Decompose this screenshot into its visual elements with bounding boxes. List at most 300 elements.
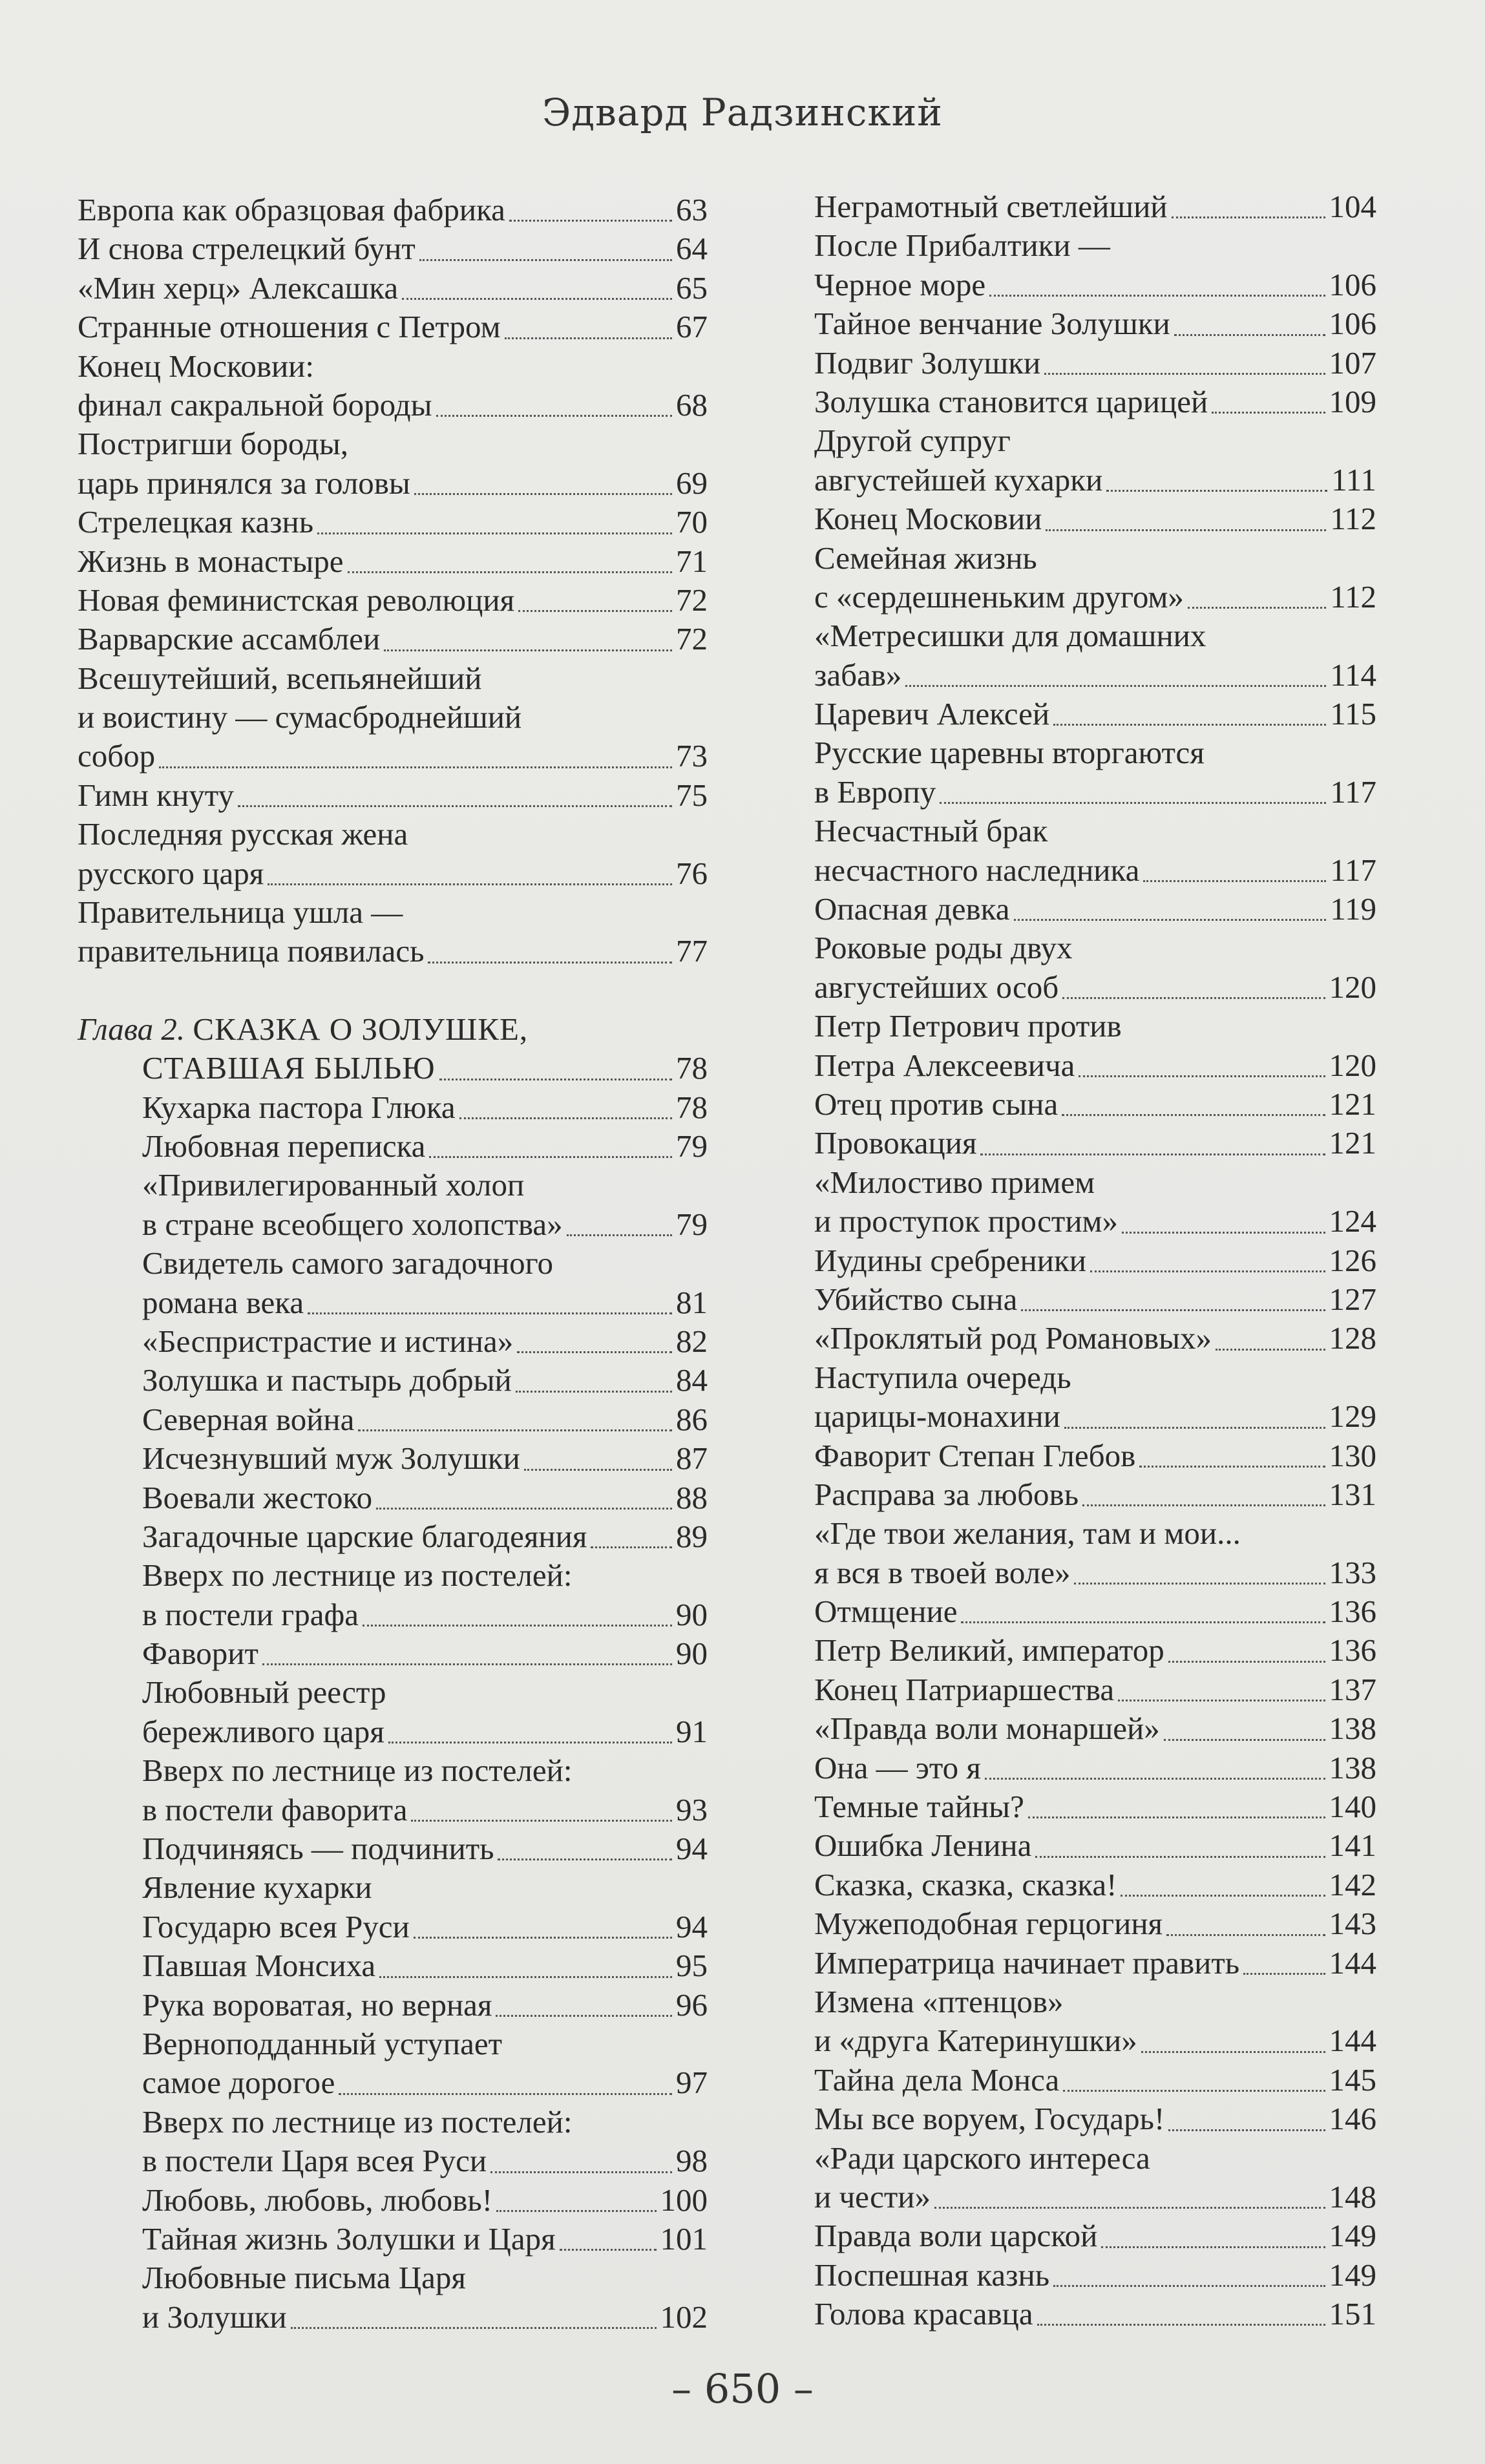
toc-entry-line	[814, 539, 1376, 578]
entry-title: Подвиг Золушки	[814, 344, 1041, 381]
page-ref: 107	[1329, 344, 1376, 381]
page-number: – 650 –	[671, 2365, 814, 2412]
toc-entry-line	[814, 1046, 1376, 1085]
toc-entry-line	[814, 1670, 1376, 1709]
leader-dots	[402, 298, 672, 300]
toc-entry-line	[78, 893, 708, 932]
entry-title: Последняя русская жена	[78, 816, 408, 852]
entry-title: несчастного наследника	[814, 852, 1140, 888]
toc-entry	[814, 2139, 1376, 2217]
entry-title: «Проклятый род Романовых»	[814, 1320, 1212, 1356]
entry-title: Петр Великий, император	[814, 1632, 1164, 1669]
toc-entry	[814, 1124, 1376, 1163]
page-ref: 104	[1329, 189, 1376, 224]
toc-entry-line	[78, 2220, 708, 2259]
toc-entry-line	[78, 1791, 708, 1829]
entry-title: Мужеподобная герцогиня	[814, 1906, 1163, 1942]
page-ref: 86	[676, 1401, 708, 1437]
toc-entry	[814, 733, 1376, 812]
leader-dots	[961, 1621, 1325, 1623]
toc-entry	[814, 1358, 1376, 1437]
leader-dots	[411, 1820, 672, 1822]
entry-title: забав»	[814, 657, 902, 693]
toc-entry-line	[814, 1358, 1376, 1397]
toc-entry-line	[814, 1904, 1376, 1943]
entry-title: «Метресишки для домашних	[814, 618, 1206, 654]
entry-title: Царевич Алексей	[814, 696, 1050, 732]
leader-dots	[524, 1469, 672, 1471]
toc-entry-line	[78, 1829, 708, 1868]
entry-title: с «сердешненьким другом»	[814, 578, 1184, 615]
toc-entry	[814, 2295, 1376, 2333]
entry-title: Вверх по лестнице из постелей:	[142, 2103, 573, 2140]
toc-entry-line	[814, 1709, 1376, 1748]
entry-title: Черное море	[814, 266, 986, 302]
toc-entry-line	[78, 620, 708, 658]
entry-title: Европа как образцовая фабрика	[78, 192, 505, 227]
entry-title: Тайна дела Монса	[814, 2061, 1060, 2098]
entry-title: Гимн кнуту	[78, 777, 234, 813]
entry-title: Рука вороватая, но верная	[142, 1986, 492, 2023]
leader-dots	[419, 259, 672, 261]
entry-title: и чести»	[814, 2178, 931, 2215]
leader-dots	[414, 493, 672, 495]
leader-dots	[384, 649, 672, 651]
leader-dots	[1174, 334, 1325, 336]
page-ref: 98	[676, 2143, 708, 2179]
toc-entry-line	[78, 191, 708, 229]
leader-dots	[1074, 1583, 1325, 1585]
entry-title: Мы все воруем, Государь!	[814, 2101, 1165, 2137]
entry-title: Другой супруг	[814, 423, 1011, 459]
page-ref: 79	[676, 1206, 708, 1242]
toc-entry-line	[78, 2181, 708, 2220]
entry-title: финал сакральной бороды	[78, 386, 432, 423]
toc-entry	[78, 1986, 708, 2025]
leader-dots	[505, 337, 672, 339]
toc-entry-line	[814, 812, 1376, 850]
toc-entry-line	[78, 1986, 708, 2025]
entry-title: Новая феминистская революция	[78, 582, 515, 618]
leader-dots	[1172, 216, 1325, 218]
page-ref: 94	[676, 1831, 708, 1867]
page-ref: 127	[1329, 1281, 1376, 1317]
entry-title: в стране всеобщего холопства»	[142, 1206, 563, 1242]
toc-entry-line	[78, 2025, 708, 2063]
entry-title: Воевали жестоко	[142, 1479, 373, 1515]
toc-entry-line	[814, 578, 1376, 616]
toc-entry	[78, 191, 708, 229]
toc-entry	[78, 2220, 708, 2259]
running-header: Эдвард Радзинский	[542, 90, 943, 134]
page-ref: 75	[676, 777, 708, 813]
page-ref: 149	[1329, 2257, 1376, 2293]
leader-dots	[518, 610, 672, 612]
leader-dots	[439, 1079, 672, 1080]
toc-entry	[814, 2256, 1376, 2295]
page-ref: 143	[1329, 1906, 1376, 1942]
chapter-heading-line-2	[78, 1049, 708, 1088]
toc-entry-line	[78, 1322, 708, 1361]
entry-title: Петр Петрович против	[814, 1008, 1122, 1044]
page-ref: 94	[676, 1908, 708, 1944]
leader-dots	[1046, 529, 1326, 531]
entry-title: Измена «птенцов»	[814, 1983, 1064, 2019]
toc-entry-line	[814, 1592, 1376, 1631]
entry-title: Золушка становится царицей	[814, 383, 1208, 419]
entry-title: царь принялся за головы	[78, 465, 410, 501]
page-ref: 133	[1329, 1554, 1376, 1590]
toc-entry	[814, 226, 1376, 304]
entry-title: «Правда воли монаршей»	[814, 1711, 1160, 1747]
toc-entry	[78, 1634, 708, 1673]
leader-dots	[436, 415, 672, 417]
toc-entry	[78, 425, 708, 503]
leader-dots	[1028, 1816, 1325, 1818]
toc-entry-line	[78, 581, 708, 620]
page-ref: 82	[676, 1323, 708, 1359]
toc-entry	[78, 2103, 708, 2181]
page-ref: 72	[676, 621, 708, 657]
toc-entry-line	[814, 187, 1376, 226]
leader-dots	[1044, 373, 1325, 375]
toc-entry	[78, 1361, 708, 1400]
toc-entry	[814, 1514, 1376, 1592]
toc-entry-line	[78, 1400, 708, 1439]
leader-dots	[980, 1153, 1325, 1155]
entry-title: Отец против сына	[814, 1086, 1058, 1122]
page-ref: 101	[660, 2220, 708, 2257]
entry-title: в постели Царя всея Руси	[142, 2143, 487, 2179]
toc-entry-line	[78, 698, 708, 737]
toc-entry	[814, 1319, 1376, 1358]
toc-entry-line	[78, 776, 708, 815]
page-ref: 70	[676, 504, 708, 540]
toc-entry	[814, 421, 1376, 500]
leader-dots	[496, 2015, 672, 2017]
toc-entry-line	[814, 1475, 1376, 1514]
page-ref: 144	[1329, 1944, 1376, 1981]
leader-dots	[348, 571, 673, 573]
toc-entry	[814, 1241, 1376, 1280]
leader-dots	[1168, 2129, 1325, 2131]
toc-entry-line	[814, 1749, 1376, 1787]
toc-entry	[814, 1944, 1376, 1983]
toc-entry	[814, 1983, 1376, 2061]
toc-entry	[814, 1904, 1376, 1943]
entry-title: августейшей кухарки	[814, 461, 1103, 498]
page-ref: 137	[1329, 1671, 1376, 1707]
leader-dots	[1053, 724, 1326, 726]
entry-title: Фаворит Степан Глебов	[814, 1437, 1136, 1473]
leader-dots	[1216, 1349, 1325, 1351]
entry-title: августейших особ	[814, 969, 1059, 1005]
toc-entry-line	[78, 932, 708, 971]
page-ref: 84	[676, 1362, 708, 1398]
entry-title: Любовные письма Царя	[142, 2260, 466, 2296]
entry-title: Золушка и пастырь добрый	[142, 1362, 512, 1398]
leader-dots	[358, 1429, 672, 1431]
entry-title: Постригши бороды,	[78, 426, 349, 462]
toc-entry-line	[814, 1007, 1376, 1046]
toc-entry	[78, 1556, 708, 1634]
toc-entry-line	[814, 2295, 1376, 2333]
toc-entry	[78, 1479, 708, 1517]
page-ref: 64	[676, 231, 708, 267]
leader-dots	[1090, 1270, 1325, 1272]
toc-entry-line	[814, 461, 1376, 500]
entry-title: После Прибалтики —	[814, 227, 1110, 264]
leader-dots	[1122, 1232, 1325, 1234]
entry-title: Верноподданный уступает	[142, 2025, 503, 2061]
page-ref: 95	[676, 1948, 708, 1984]
page-ref: 71	[676, 543, 708, 579]
entry-title: Загадочные царские благодеяния	[142, 1518, 587, 1554]
page-ref: 111	[1331, 461, 1376, 498]
leader-dots	[1079, 1075, 1325, 1077]
leader-dots	[1164, 1739, 1325, 1741]
toc-entry	[78, 229, 708, 268]
toc-entry-line	[78, 542, 708, 581]
toc-entry	[78, 1868, 708, 1946]
toc-entry-line	[78, 347, 708, 386]
toc-entry	[78, 893, 708, 971]
entry-title: Иудины сребреники	[814, 1242, 1086, 1278]
leader-dots	[1143, 880, 1326, 882]
toc-entry-line	[78, 854, 708, 893]
toc-entry	[814, 1163, 1376, 1241]
entry-title: Всешутейший, всепьянейший	[78, 660, 482, 696]
page-ref: 128	[1329, 1320, 1376, 1356]
entry-title: Правительница ушла —	[78, 894, 403, 931]
entry-title: Конец Московии:	[78, 348, 315, 384]
entry-title: я вся в твоей воле»	[814, 1554, 1071, 1590]
toc-entry-line	[78, 1479, 708, 1517]
toc-entry	[814, 929, 1376, 1007]
toc-entry	[814, 304, 1376, 343]
page-ref: 151	[1329, 2296, 1376, 2332]
leader-dots	[159, 766, 672, 768]
toc-entry-line	[814, 1514, 1376, 1553]
entry-title: Северная война	[142, 1401, 355, 1437]
entry-title: Кухарка пастора Глюка	[142, 1089, 456, 1125]
page-ref: 96	[676, 1986, 708, 2023]
toc-entry-line	[78, 659, 708, 698]
toc-left-column	[78, 191, 708, 2337]
toc-entry	[814, 187, 1376, 226]
entry-title: Наступила очередь	[814, 1359, 1071, 1395]
page-ref: 68	[676, 386, 708, 423]
toc-entry	[78, 308, 708, 346]
leader-dots	[498, 1859, 672, 1860]
leader-dots	[1139, 1466, 1325, 1468]
page-ref: 138	[1329, 1711, 1376, 1747]
toc-entry-line	[78, 425, 708, 463]
toc-entry	[78, 2259, 708, 2337]
toc-entry-line	[78, 464, 708, 503]
entry-title: Явление кухарки	[142, 1869, 372, 1906]
toc-entry-line	[814, 1826, 1376, 1865]
toc-entry	[78, 1751, 708, 1829]
leader-dots	[1118, 1700, 1325, 1701]
toc-entry-line	[78, 1908, 708, 1946]
toc-entry-line	[814, 851, 1376, 890]
toc-entry	[78, 776, 708, 815]
toc-entry	[78, 1946, 708, 1985]
entry-title: Темные тайны?	[814, 1789, 1024, 1825]
toc-entry-line	[814, 2178, 1376, 2217]
leader-dots	[379, 1976, 672, 1978]
leader-dots	[1106, 490, 1327, 492]
leader-dots	[1082, 1504, 1325, 1506]
toc-chapter-entries	[78, 1088, 708, 2337]
page-ref: 117	[1330, 852, 1376, 888]
entry-title: и «друга Катеринушки»	[814, 2023, 1137, 2059]
toc-entry	[814, 1826, 1376, 1865]
page-ref: 129	[1329, 1398, 1376, 1435]
page-ref: 114	[1330, 657, 1376, 693]
page-ref: 115	[1330, 696, 1376, 732]
entry-title: «Милостиво примем	[814, 1164, 1095, 1200]
entry-title: Подчиняясь — подчинить	[142, 1831, 494, 1867]
toc-entry-line	[814, 344, 1376, 383]
toc-entry-line	[78, 1946, 708, 1985]
toc-entry	[814, 383, 1376, 421]
toc-entry-line	[814, 226, 1376, 265]
toc-entry-line	[78, 2063, 708, 2102]
section-gap	[78, 971, 708, 1010]
page-ref: 121	[1329, 1125, 1376, 1161]
toc-entry-line	[78, 1283, 708, 1322]
toc-entry-line	[814, 1163, 1376, 1202]
entry-title: «Где твои желания, там и мои...	[814, 1515, 1241, 1552]
leader-dots	[363, 1625, 672, 1627]
toc-entry-line	[814, 616, 1376, 655]
page-ref: 88	[676, 1479, 708, 1515]
toc-entry-line	[814, 1319, 1376, 1358]
toc-entry	[78, 503, 708, 542]
page-ref: 148	[1329, 2178, 1376, 2215]
leader-dots	[1141, 2051, 1325, 2053]
toc-entry	[78, 542, 708, 581]
entry-title: Государю всея Руси	[142, 1908, 410, 1944]
page-ref: 149	[1329, 2218, 1376, 2254]
entry-title: русского царя	[78, 855, 264, 891]
toc-entry	[78, 1322, 708, 1361]
toc-entry-line	[814, 2256, 1376, 2295]
leader-dots	[985, 1778, 1325, 1780]
leader-dots	[388, 1742, 672, 1743]
toc-entry-line	[814, 695, 1376, 733]
leader-dots	[517, 1351, 672, 1353]
page-ref: 100	[660, 2182, 708, 2218]
leader-dots	[1064, 1427, 1325, 1429]
leader-dots	[940, 802, 1326, 804]
toc-entry	[814, 539, 1376, 617]
entry-title: в постели фаворита	[142, 1791, 408, 1827]
page-ref: 141	[1329, 1827, 1376, 1864]
toc-entry-line	[814, 383, 1376, 421]
toc-entry-line	[814, 890, 1376, 929]
toc-entry	[814, 344, 1376, 383]
toc-entry-line	[78, 1673, 708, 1712]
entry-title: Тайное венчание Золушки	[814, 306, 1170, 342]
leader-dots	[268, 883, 672, 885]
entry-title: Вверх по лестнице из постелей:	[142, 1753, 573, 1789]
toc-entry	[78, 1127, 708, 1166]
toc-entry	[78, 269, 708, 308]
toc-entry-line	[814, 1631, 1376, 1670]
entry-title: правительница появилась	[78, 933, 425, 969]
toc-entry-line	[78, 1517, 708, 1556]
chapter-title-line-1: СКАЗКА О ЗОЛУШКЕ,	[193, 1011, 529, 1047]
leader-dots	[308, 1312, 672, 1314]
leader-dots	[429, 1156, 672, 1158]
entry-title: самое дорогое	[142, 2065, 335, 2101]
toc-entry	[814, 500, 1376, 538]
entry-title: «Привилегированный холоп	[142, 1167, 525, 1203]
toc-entry-line	[814, 266, 1376, 304]
entry-title: Семейная жизнь	[814, 540, 1037, 576]
page-ref: 106	[1329, 306, 1376, 342]
toc-right-column	[814, 187, 1376, 2333]
toc-entry	[814, 1670, 1376, 1709]
leader-dots	[1062, 997, 1325, 999]
toc-entry-line	[78, 1127, 708, 1166]
entry-title: Жизнь в монастыре	[78, 543, 344, 579]
page-ref: 67	[676, 309, 708, 345]
page-ref: 124	[1329, 1203, 1376, 1239]
toc-entry	[814, 890, 1376, 929]
leader-dots	[1166, 1934, 1325, 1936]
leader-dots	[1168, 1661, 1325, 1663]
toc-entry-line	[814, 2021, 1376, 2060]
leader-dots	[317, 532, 672, 534]
toc-entry	[814, 1709, 1376, 1748]
toc-entry-line	[814, 1553, 1376, 1592]
entry-title: Странные отношения с Петром	[78, 309, 501, 345]
toc-entry-line	[78, 1439, 708, 1478]
toc-entry	[78, 1517, 708, 1556]
entry-title: Любовная переписка	[142, 1128, 426, 1164]
toc-entry	[78, 1673, 708, 1751]
toc-entry-line	[814, 1241, 1376, 1280]
toc-entry-line	[78, 1868, 708, 1907]
toc-entry	[814, 2217, 1376, 2255]
entry-title: Русские царевны вторгаются	[814, 735, 1205, 771]
toc-entry-line	[814, 1866, 1376, 1904]
toc-entry-line	[814, 733, 1376, 772]
toc-entry	[814, 1787, 1376, 1826]
page-ref: 79	[676, 1128, 708, 1164]
entry-title: Ошибка Ленина	[814, 1827, 1032, 1864]
entry-title: Убийство сына	[814, 1281, 1018, 1317]
toc-entry	[78, 1088, 708, 1127]
toc-entry-line	[78, 1751, 708, 1790]
toc-entry	[814, 2061, 1376, 2100]
toc-entry	[78, 2181, 708, 2220]
chapter-title-line-2: СТАВШАЯ БЫЛЬЮ	[142, 1050, 436, 1086]
toc-entry-line	[814, 1124, 1376, 1163]
leader-dots	[262, 1663, 672, 1665]
leader-dots	[376, 1508, 672, 1510]
toc-entry	[814, 616, 1376, 695]
page-ref: 109	[1329, 383, 1376, 419]
entry-title: «Ради царского интереса	[814, 2140, 1150, 2176]
toc-entry-line	[814, 1085, 1376, 1124]
toc-entry-line	[78, 2103, 708, 2142]
entry-title: «Мин херц» Алексашка	[78, 269, 399, 306]
